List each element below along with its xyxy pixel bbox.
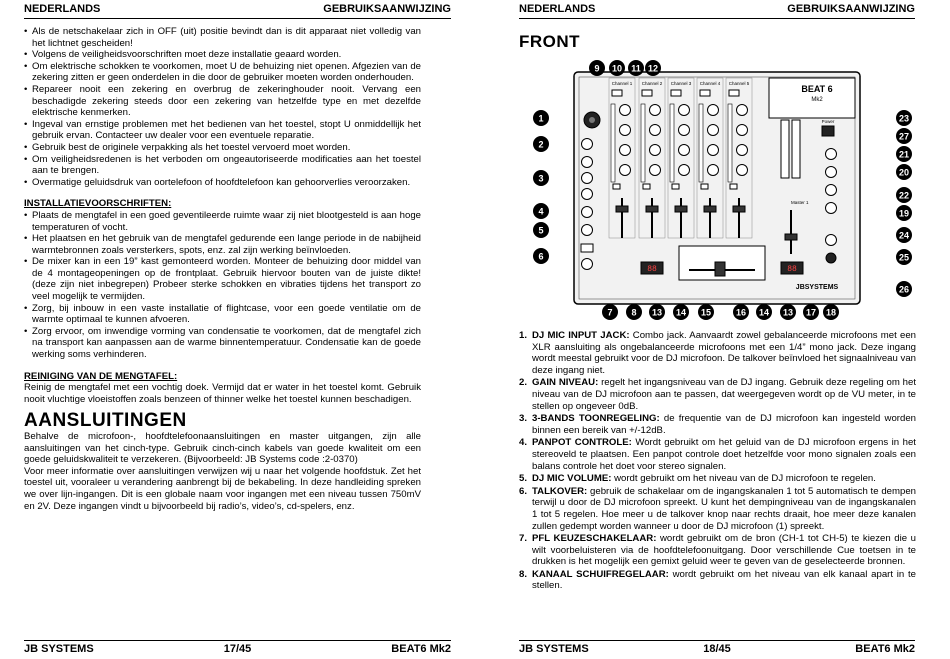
callout-number [896, 164, 912, 180]
channel-fader [616, 206, 628, 212]
callout-number [533, 248, 549, 264]
callout-number [533, 136, 549, 152]
power-switch [822, 126, 834, 136]
cue-button [701, 184, 708, 189]
callout-number [533, 110, 549, 126]
channel-vu [728, 104, 732, 182]
svg-text:24: 24 [898, 230, 910, 241]
callout-number [649, 304, 665, 320]
header-title: GEBRUIKSAANWIJZING [323, 3, 451, 15]
list-item: • Het plaatsen en het gebruik van de mengtafel gedurende een lange periode in de nabijheid warmtebronnen zoals versterkers, spots, enz. zal zijn werking beïnvloeden. [24, 233, 421, 256]
svg-text:20: 20 [898, 167, 910, 178]
channel-knob [708, 105, 719, 116]
channel-knob [650, 165, 661, 176]
callout-number [896, 110, 912, 126]
balance-knob [826, 203, 837, 214]
channel-knob [620, 165, 631, 176]
callout-number [628, 60, 644, 76]
channel-label: Channel 2 [641, 81, 663, 86]
callout-number [896, 128, 912, 144]
list-item: 8. KANAAL SCHUIFREGELAAR: wordt gebruikt om het niveau van elk kanaal apart in te stellen. [519, 568, 916, 592]
svg-text:11: 11 [631, 63, 641, 74]
callout-number [896, 187, 912, 203]
callout-number [533, 170, 549, 186]
callout-number [823, 304, 839, 320]
list-item: • Repareer nooit een zekering en overbrug de zekeringhouder nooit. Vervang een beschadigde zekering steeds door een zekering van hetzelfde type en met dezelfde elektrische kenmerken. [24, 84, 421, 119]
channel-knob [679, 105, 690, 116]
svg-text:14: 14 [675, 307, 687, 318]
cleaning-heading: REINIGING VAN DE MENGTAFEL: [24, 370, 178, 382]
channel-knob [650, 105, 661, 116]
svg-text:17: 17 [805, 307, 817, 318]
svg-text:21: 21 [898, 149, 910, 160]
channel-knob [679, 125, 690, 136]
channel-label: Channel 5 [728, 81, 750, 86]
jb-systems-logo: JBSYSTEMS [795, 284, 839, 291]
crossfader [715, 262, 725, 276]
callout-number [698, 304, 714, 320]
svg-text:5: 5 [538, 225, 544, 236]
footer-brand: JB SYSTEMS [24, 643, 94, 655]
callout-number [533, 222, 549, 238]
headphone-jack [826, 253, 836, 263]
header-language: NEDERLANDS [24, 3, 101, 15]
list-item: • Overmatige geluidsdruk van oortelefoon of hoofdtelefoon kan gehoorverlies veroorzaken. [24, 177, 421, 189]
callout-number [896, 205, 912, 221]
cue-button [613, 184, 620, 189]
channel-knob [620, 125, 631, 136]
list-item: 5. DJ MIC VOLUME: wordt gebruikt om het niveau van de DJ microfoon te regelen. [519, 473, 876, 485]
input-selector [671, 90, 681, 96]
list-item: • Volgens de veiligheidsvoorschriften moet deze installatie geaard worden. [24, 49, 421, 61]
list-item: • De mixer kan in een 19” kast gemonteerd worden. Monteer de behuizing door middel van de 4 montageopeningen op de frontplaat. Gebruik hiervoor bouten van de juiste dikte! (deze zijn niet inbegrepen) Probeer sterke schokken en vibraties tijdens het transport zo veel mogelijk te vermijden. [24, 256, 421, 302]
input-selector [612, 90, 622, 96]
page-header [24, 3, 451, 19]
svg-text:13: 13 [782, 307, 794, 318]
list-item: • Als de netschakelaar zich in OFF (uit) positie bevindt dan is dit apparaat niet volledig van het lichtnet gescheiden! [24, 26, 421, 49]
channel-knob [737, 105, 748, 116]
cue-button [672, 184, 679, 189]
channel-knob [708, 145, 719, 156]
display-a-text: 88 [647, 265, 657, 274]
svg-text:9: 9 [594, 63, 600, 74]
list-item: 1. DJ MIC INPUT JACK: Combo jack. Aanvaardt zowel gebalanceerde microfoons met een XLR aansluiting als ongebalanceerde microfoons met een 1/4” mono jack. Deze ingang wordt meestal gebruikt voor de DJ microfoon. De talkover beïnvloed het signaalniveau van deze ingang niet. [519, 330, 916, 376]
svg-text:10: 10 [611, 63, 623, 74]
input-selector [729, 90, 739, 96]
master-vu-left [781, 120, 789, 178]
channel-fader [733, 206, 745, 212]
callout-number [602, 304, 618, 320]
channel-knob [737, 165, 748, 176]
svg-text:12: 12 [647, 63, 659, 74]
master-label: Master 1 [791, 200, 809, 205]
svg-text:7: 7 [607, 307, 613, 318]
svg-text:15: 15 [700, 307, 712, 318]
list-item: 2. GAIN NIVEAU: regelt het ingangsniveau van de DJ ingang. Gebruik deze regeling om het niveau van de DJ microfoon aan te passen, dat weergegeven wordt op de VU meter, in te stellen op ongeveer 0dB. [519, 377, 917, 412]
brand-panel-text: BEAT 6 [801, 84, 833, 94]
callout-number [896, 249, 912, 265]
channel-fader [704, 206, 716, 212]
channel-knob [708, 165, 719, 176]
cue-level-knob [826, 235, 837, 246]
svg-text:25: 25 [898, 252, 910, 263]
channel-knob [737, 145, 748, 156]
connections-heading: AANSLUITINGEN [24, 410, 187, 432]
svg-text:2: 2 [538, 139, 544, 150]
master-fader [785, 234, 797, 240]
svg-text:19: 19 [898, 208, 910, 219]
header-language: NEDERLANDS [519, 3, 596, 15]
svg-text:4: 4 [538, 206, 544, 217]
channel-label: Channel 3 [670, 81, 692, 86]
list-item: • Plaats de mengtafel in een goed geventileerde ruimte waar zij niet blootgesteld is aan hoge temperaturen of vocht. [24, 210, 421, 233]
callout-number [626, 304, 642, 320]
channel-fader [646, 206, 658, 212]
gain-knob [582, 139, 593, 150]
list-item: 3. 3-BANDS TOONREGELING: de frequentie van de DJ microfoon kan ingesteld worden binnen een bereik van +/-12dB. [519, 413, 916, 436]
list-item: 6. TALKOVER: gebruik de schakelaar om de ingangskanalen 1 tot 5 automatisch te dempen terwijl u door de DJ microfoon spreekt. U kunt het dempingniveau van de ingangskanalen 1 tot 5 regelen. Hoe meer u de talkover knop naar rechts draait, hoe meer deze kanalen zullen gedempt worden wanneer u door de DJ microfoon (1) spreekt. [519, 485, 916, 532]
svg-text:1: 1 [538, 113, 544, 124]
channel-vu [699, 104, 703, 182]
svg-text:14: 14 [758, 307, 770, 318]
svg-text:26: 26 [898, 284, 910, 295]
channel-knob [620, 145, 631, 156]
pan-knob [582, 207, 593, 218]
channel-knob [737, 125, 748, 136]
svg-text:13: 13 [651, 307, 663, 318]
installation-heading: INSTALLATIEVOORSCHRIFTEN: [24, 198, 172, 210]
list-item: • Zorg ervoor, om inwendige vorming van condensatie te voorkomen, dat de mengtafel zich na transport kan aanpassen aan de warme binnentemperatuur. Condensatie kan de goede werking soms verhinderen. [24, 326, 421, 361]
page-footer [24, 640, 451, 657]
footer-model: BEAT6 Mk2 [391, 643, 451, 655]
footer-page-number: 18/45 [703, 643, 731, 655]
svg-text:27: 27 [898, 131, 910, 142]
mixer-front-diagram [519, 58, 916, 324]
callout-number [533, 203, 549, 219]
channel-vu [641, 104, 645, 182]
list-item: • Zorg, bij inbouw in een vaste installatie of flightcase, voor een goede ventilatie om de warmte optimaal te kunnen afvoeren. [24, 303, 421, 326]
display-b-text: 88 [787, 265, 797, 274]
channel-knob [679, 165, 690, 176]
svg-text:6: 6 [538, 251, 544, 262]
channel-knob [650, 145, 661, 156]
svg-text:16: 16 [735, 307, 747, 318]
list-item: • Gebruik best de originele verpakking als het toestel vervoerd moet worden. [24, 142, 421, 154]
list-item: 7. PFL KEUZESCHAKELAAR: wordt gebruikt om de bron (CH-1 tot CH-5) te kiezen die u wilt voorbeluisteren via de hoofdtelefoonuitgang. Door verschillende Cue toetsen in te drukken is het mogelijk een gemixt geluid weer te geven van de geselecteerde bronnen. [519, 533, 916, 568]
front-description-list [519, 330, 916, 593]
page-footer [519, 640, 915, 657]
callout-number [896, 281, 912, 297]
input-selector [700, 90, 710, 96]
eq-low-knob [582, 189, 593, 200]
channel-label: Channel 1 [611, 81, 633, 86]
svg-text:23: 23 [898, 113, 910, 124]
eq-high-knob [582, 157, 593, 168]
master-knob-3 [826, 185, 837, 196]
channel-knob [620, 105, 631, 116]
footer-page-number: 17/45 [223, 643, 252, 655]
channel-knob [679, 145, 690, 156]
list-item: • Om veiligheidsredenen is het verboden om ongeautoriseerde modificaties aan het toestel aan te brengen. [24, 154, 421, 177]
callout-number [803, 304, 819, 320]
power-label: Power [821, 119, 835, 124]
master-knob-1 [826, 149, 837, 160]
callout-number [609, 60, 625, 76]
eq-mid-knob [582, 173, 593, 184]
svg-text:18: 18 [825, 307, 837, 318]
channel-fader [675, 206, 687, 212]
front-title: FRONT [519, 32, 581, 51]
callout-number [780, 304, 796, 320]
callout-number [896, 146, 912, 162]
list-item: • Om elektrische schokken te voorkomen, moet U de behuizing niet openen. Afgezien van de zekering zitten er geen onderdelen in die door de gebruiker moeten worden onderhouden. [24, 61, 421, 84]
cue-button [643, 184, 650, 189]
safety-list [24, 26, 421, 188]
callout-number [733, 304, 749, 320]
installation-list [24, 210, 421, 361]
list-item: 4. PANPOT CONTROLE: Wordt gebruikt om het geluid van de DJ microfoon ergens in het stereoveld te plaatsen. Een panpot controle doet hetzelfde voor mono signalen zoals een balans controle het doet voor stereo signalen. [519, 437, 916, 472]
mic-volume-knob [582, 225, 593, 236]
callout-number [645, 60, 661, 76]
connections-paragraph-2: Voor meer informatie over aansluitingen verwijzen wij u naar het volgende hoofdstuk. Zet het toestel uit, vooraleer u verandering aanbrengt bij de bekabeling. In deze handleiding spreken we over lijn-ingangen. Dit is een globale naam voor ingangen met een niveau tussen 750mV en 2V. Deze ingangen vindt u bijvoorbeeld bij radio’s, video’s, cd-spelers, enz. [24, 465, 421, 512]
footer-model: BEAT6 Mk2 [855, 643, 915, 655]
svg-text:3: 3 [538, 173, 544, 184]
list-item: • Ingeval van ernstige problemen met het bedienen van het toestel, stopt U onmiddellijk het gebruik ervan. Contacteer uw dealer voor een eventuele reparatie. [24, 119, 421, 142]
left-content [24, 26, 421, 512]
channel-vu [670, 104, 674, 182]
svg-text:22: 22 [898, 190, 910, 201]
header-title: GEBRUIKSAANWIJZING [787, 3, 915, 15]
brand-panel-subtext: Mk2 [811, 97, 823, 103]
callout-number [896, 227, 912, 243]
channel-knob [650, 125, 661, 136]
cue-button [730, 184, 737, 189]
channel-label: Channel 4 [699, 81, 721, 86]
page-header [519, 3, 915, 19]
callout-number [673, 304, 689, 320]
callout-number [756, 304, 772, 320]
channel-vu [611, 104, 615, 182]
talkover-switch [581, 244, 593, 252]
footer-brand: JB SYSTEMS [519, 643, 589, 655]
callout-number [589, 60, 605, 76]
input-selector [642, 90, 652, 96]
channel-knob [708, 125, 719, 136]
connections-paragraph-1: Behalve de microfoon-, hoofdtelefoonaansluitingen en master uitgangen, zijn alle aansluitingen van het cinch-type. Gebruik cinch-cinch kabels van goede kwaliteit om een goede geluidskwaliteit te verzekeren. (Bijvoorbeeld: JB Systems code :2-0370) [24, 431, 421, 466]
svg-text:8: 8 [631, 307, 637, 318]
cleaning-text: Reinig de mengtafel met een vochtig doek. Vermijd dat er water in het toestel komt. Gebruik nooit vluchtige vloeistoffen zoals benzeen of thinner welke het toestel kunnen beschadigen. [24, 382, 421, 405]
master-knob-2 [826, 167, 837, 178]
talkover-knob [582, 259, 593, 270]
master-vu-right [792, 120, 800, 178]
